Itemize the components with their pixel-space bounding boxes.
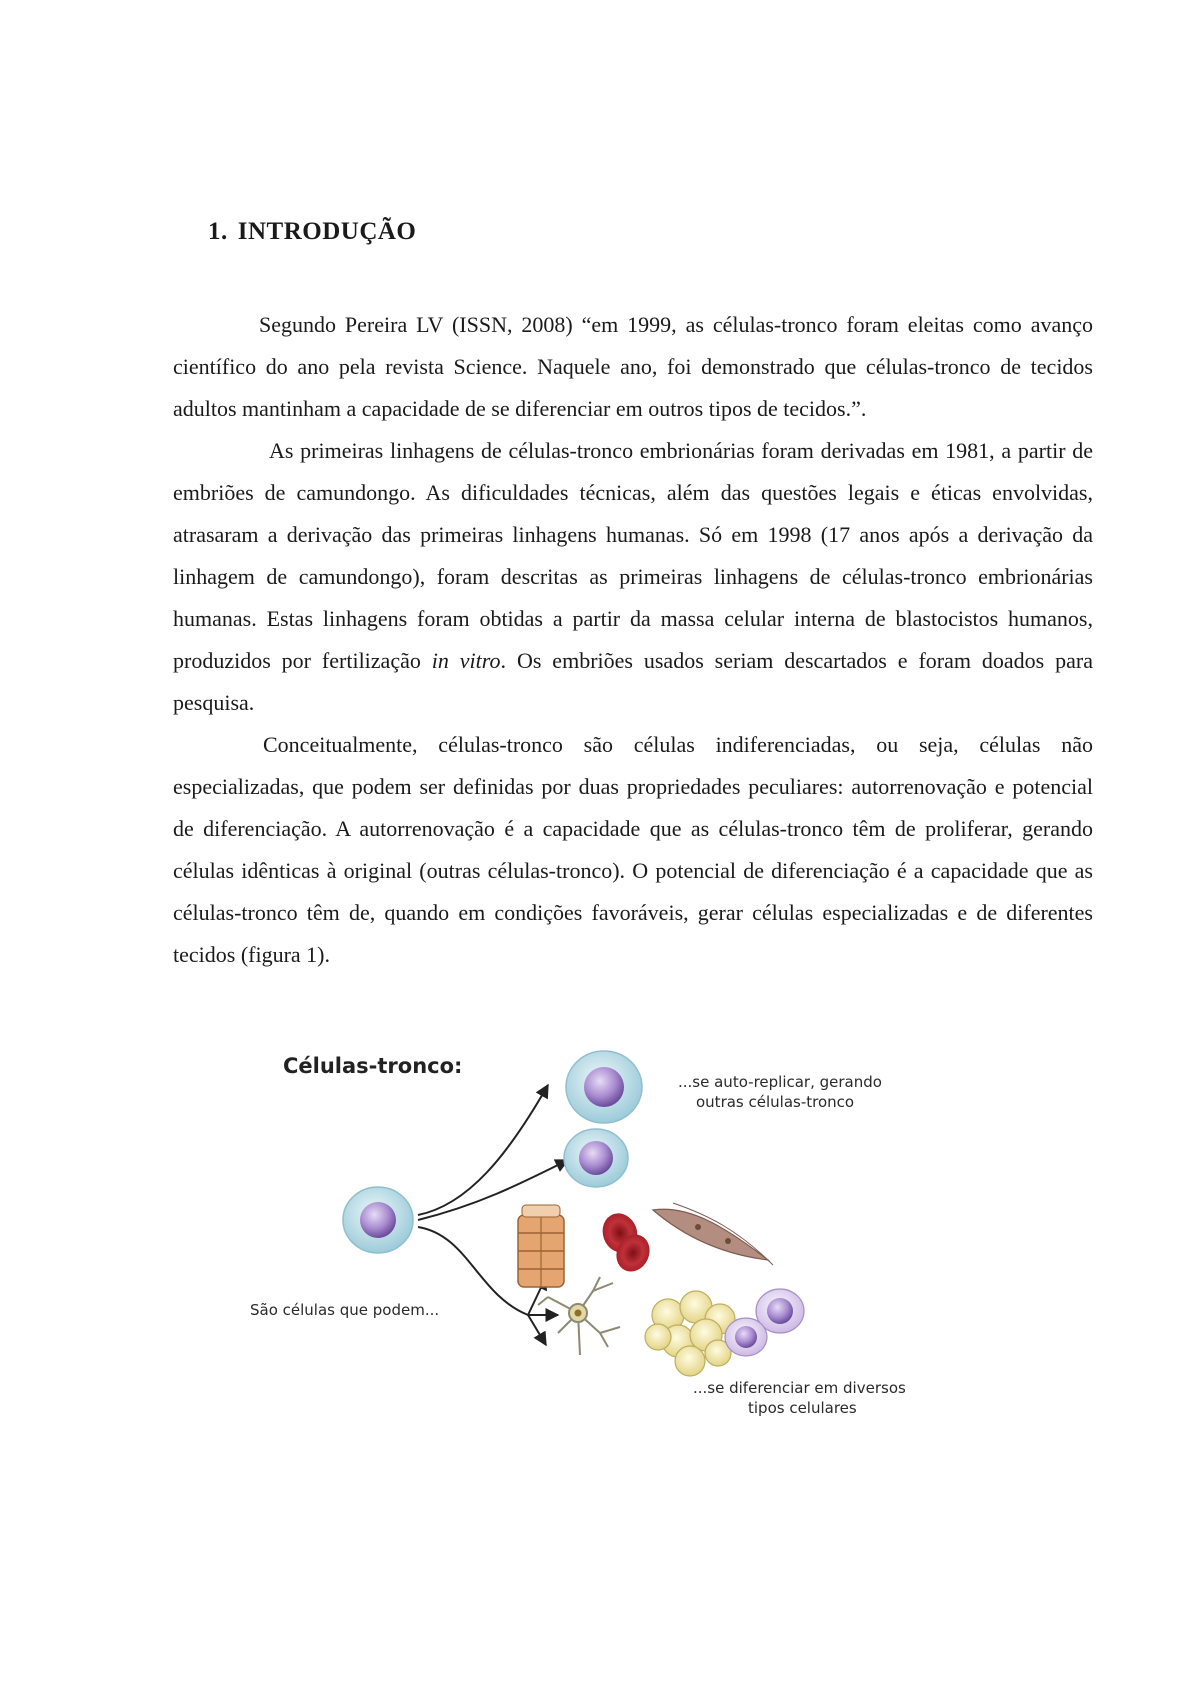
paragraph-1: Segundo Pereira LV (ISSN, 2008) “em 1999, as células-tronco foram eleitas como avanço científico do ano pela revista Science. Naquele ano, foi demonstrado que células-tronco de tecidos adultos mantinham a capacidade de se diferenciar em outros tipos de tecidos.”.: [173, 312, 1093, 421]
body-text: [173, 304, 1093, 976]
stem-cell-diagram: [228, 1015, 1028, 1455]
arrow-to-self-renewal-1: [418, 1085, 548, 1215]
stem-cell-icon: [343, 1187, 413, 1253]
paragraph-3: Conceitualmente, células-tronco são células indiferenciadas, ou seja, células não especializadas, que podem ser definidas por duas propriedades peculiares: autorrenovação e potencial de diferenciação. A autorrenovação é a capacidade que as células-tronco têm de proliferar, gerando células idênticas à original (outras células-tronco). O potencial de diferenciação é a capacidade que as células-tronco têm de, quando em condições favoráveis, gerar células especializadas e de diferentes tecidos (figura 1).: [173, 732, 1093, 967]
figure-title: Células-tronco:: [283, 1054, 463, 1078]
fat-cells-icon: [645, 1291, 735, 1376]
top-caption-line-2: outras células-tronco: [696, 1093, 855, 1111]
daughter-cell-icon: [564, 1129, 628, 1187]
section-heading: [208, 218, 416, 246]
left-caption: São células que podem...: [250, 1301, 440, 1319]
section-title: INTRODUÇÃO: [237, 218, 417, 245]
muscle-cells-icon: [653, 1203, 773, 1265]
paragraph-2-part-1: As primeiras linhagens de células-tronco embrionárias foram derivadas em 1981, a partir de embriões de camundongo. As dificuldades técnicas, além das questões legais e éticas envolvidas, atrasaram a derivação das primeiras linhagens humanas. Só em 1998 (17 anos após a derivação da linhagem de camundongo), foram descritas as primeiras linhagens de células-tronco embrionárias humanas. Estas linhagens foram obtidas a partir da massa celular interna de blastocistos humanos, produzidos por fertilização: [173, 438, 1093, 673]
bottom-caption-line-1: ...se diferenciar em diversos: [693, 1379, 906, 1397]
paragraph-2: [173, 430, 1093, 724]
bottom-caption-line-2: tipos celulares: [748, 1399, 857, 1417]
epithelial-cells-icon: [518, 1205, 564, 1287]
section-number: 1.: [208, 218, 228, 245]
white-blood-cell-icon: [725, 1318, 767, 1356]
paragraph-2-italic: in vitro: [431, 648, 501, 673]
figure-1: [228, 1015, 1028, 1455]
top-caption-line-1: ...se auto-replicar, gerando: [678, 1073, 882, 1091]
daughter-cell-icon: [566, 1051, 642, 1123]
red-blood-cells-icon: [597, 1208, 655, 1277]
paragraph-2-part-2: . Os embriões usados seriam descartados e foram doados para pesquisa.: [173, 648, 1093, 715]
arrow-branch-down: [528, 1315, 546, 1345]
